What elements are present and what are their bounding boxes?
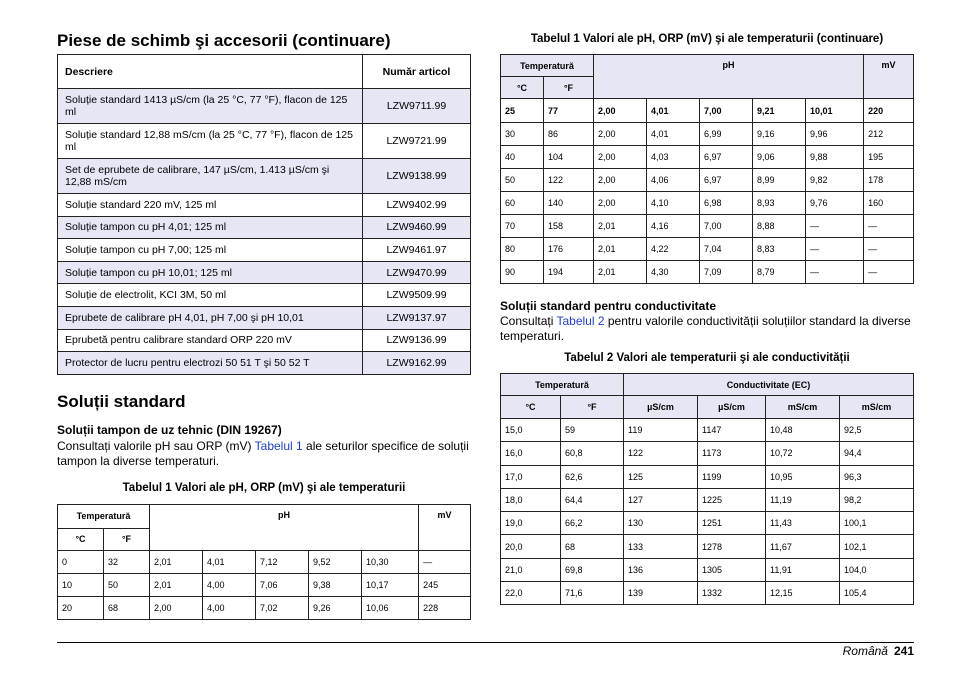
t1b-cell: 4,10 bbox=[647, 192, 700, 215]
parts-cell: Soluție de electrolit, KCI 3M, 50 ml bbox=[58, 284, 363, 307]
buffer-heading: Soluții tampon de uz tehnic (DIN 19267) bbox=[57, 422, 282, 437]
t1b-header-mv: mV bbox=[864, 55, 914, 99]
parts-cell: LZW9461.97 bbox=[363, 239, 471, 262]
t1b-cell: 4,16 bbox=[647, 215, 700, 238]
t1b-row bbox=[501, 146, 914, 169]
t2-row bbox=[501, 512, 914, 535]
t2-row bbox=[501, 535, 914, 558]
t1b-cell: 2,00 bbox=[594, 99, 647, 123]
t2-row bbox=[501, 465, 914, 488]
t1b-cell: 104 bbox=[544, 146, 594, 169]
t1-header-mv: mV bbox=[419, 504, 471, 550]
t2-row bbox=[501, 558, 914, 581]
parts-cell: Soluție tampon cu pH 4,01; 125 ml bbox=[58, 216, 363, 239]
t1b-cell: — bbox=[806, 215, 864, 238]
t2-cell: 11,19 bbox=[766, 488, 840, 511]
t2-cell: 11,43 bbox=[766, 512, 840, 535]
t1b-cell: 158 bbox=[544, 215, 594, 238]
t1b-cell: 8,99 bbox=[753, 169, 806, 192]
left-column bbox=[57, 30, 471, 620]
cond-text-after: pentru valorile conductivității soluțiilor standard la diverse temperaturi. bbox=[500, 314, 911, 343]
t1-cell: 32 bbox=[104, 550, 150, 573]
t2-cell: 10,48 bbox=[766, 419, 840, 442]
t1-cell: 4,00 bbox=[203, 596, 256, 619]
t2-subheader-cell: mS/cm bbox=[766, 396, 840, 419]
t2-cell: 105,4 bbox=[840, 582, 914, 605]
parts-row bbox=[58, 261, 471, 284]
t1-cell: 10,17 bbox=[362, 573, 419, 596]
t2-cell: 104,0 bbox=[840, 558, 914, 581]
buffer-paragraph bbox=[57, 439, 471, 469]
t1b-cell: 6,98 bbox=[700, 192, 753, 215]
t2-cell: 17,0 bbox=[501, 465, 561, 488]
t2-subheader-cell: °F bbox=[561, 396, 624, 419]
t1-cell: 68 bbox=[104, 596, 150, 619]
footer-divider bbox=[57, 642, 914, 643]
t2-cell: 66,2 bbox=[561, 512, 624, 535]
t2-subheader-cell: °C bbox=[501, 396, 561, 419]
t2-cell: 20,0 bbox=[501, 535, 561, 558]
parts-title: Piese de schimb şi accesorii (continuare) bbox=[57, 31, 391, 50]
t2-cell: 69,8 bbox=[561, 558, 624, 581]
table2 bbox=[500, 373, 914, 605]
t1b-cell: 2,00 bbox=[594, 169, 647, 192]
t1b-cell: 2,00 bbox=[594, 123, 647, 146]
parts-cell: LZW9460.99 bbox=[363, 216, 471, 239]
t1b-cell: 9,82 bbox=[806, 169, 864, 192]
table1 bbox=[57, 504, 471, 620]
t2-cell: 68 bbox=[561, 535, 624, 558]
t2-cell: 60,8 bbox=[561, 442, 624, 465]
t1b-cell: — bbox=[806, 261, 864, 284]
t1b-cell: 195 bbox=[864, 146, 914, 169]
parts-row bbox=[58, 329, 471, 352]
t1b-cell: 7,00 bbox=[700, 99, 753, 123]
t1b-row bbox=[501, 123, 914, 146]
t2-cell: 94,4 bbox=[840, 442, 914, 465]
conductivity-heading: Soluții standard pentru conductivitate bbox=[500, 299, 717, 313]
t1-cell: 10 bbox=[58, 573, 104, 596]
t1b-row bbox=[501, 261, 914, 284]
t1-header-ph: pH bbox=[150, 504, 419, 550]
t1-header-temperature: Temperatură bbox=[58, 504, 150, 528]
t2-cell: 59 bbox=[561, 419, 624, 442]
t2-cell: 98,2 bbox=[840, 488, 914, 511]
conductivity-paragraph bbox=[500, 314, 914, 344]
buffer-text-after: ale seturilor specifice de soluții tampon la diverse temperaturi. bbox=[57, 438, 469, 468]
parts-cell: Soluție tampon cu pH 7,00; 125 ml bbox=[58, 239, 363, 262]
t1b-cell: 4,01 bbox=[647, 123, 700, 146]
t2-cell: 11,67 bbox=[766, 535, 840, 558]
table2-caption: Tabelul 2 Valori ale temperaturii şi ale conductivității bbox=[564, 352, 850, 364]
t1b-cell: 25 bbox=[501, 99, 544, 123]
parts-row bbox=[58, 89, 471, 124]
t1b-cell: 30 bbox=[501, 123, 544, 146]
t2-cell: 127 bbox=[624, 488, 698, 511]
t1b-cell: 77 bbox=[544, 99, 594, 123]
right-column bbox=[500, 30, 914, 605]
t1b-cell: 8,88 bbox=[753, 215, 806, 238]
table1-caption: Tabelul 1 Valori ale pH, ORP (mV) şi ale temperaturii bbox=[122, 481, 406, 494]
t1b-cell: 140 bbox=[544, 192, 594, 215]
t1-cell: 245 bbox=[419, 573, 471, 596]
t1b-cell: 8,93 bbox=[753, 192, 806, 215]
t1b-cell: 9,06 bbox=[753, 146, 806, 169]
parts-cell: Eprubetă pentru calibrare standard ORP 220 mV bbox=[58, 329, 363, 352]
t1b-cell: 160 bbox=[864, 192, 914, 215]
parts-cell: LZW9162.99 bbox=[363, 352, 471, 375]
t1b-cell: 6,99 bbox=[700, 123, 753, 146]
parts-cell: LZW9138.99 bbox=[363, 159, 471, 194]
t1-cell: 9,26 bbox=[309, 596, 362, 619]
t1b-cell: 178 bbox=[864, 169, 914, 192]
t1b-cell: 9,88 bbox=[806, 146, 864, 169]
t1b-cell: 9,16 bbox=[753, 123, 806, 146]
t1b-cell: 2,01 bbox=[594, 261, 647, 284]
t1b-cell: 2,00 bbox=[594, 192, 647, 215]
t1b-cell: 9,76 bbox=[806, 192, 864, 215]
t1-cell: 9,52 bbox=[309, 550, 362, 573]
t2-cell: 11,91 bbox=[766, 558, 840, 581]
parts-cell: LZW9509.99 bbox=[363, 284, 471, 307]
t2-cell: 119 bbox=[624, 419, 698, 442]
t1b-cell: 4,01 bbox=[647, 99, 700, 123]
parts-cell: Soluție standard 12,88 mS/cm (la 25 °C, 77 °F), flacon de 125 ml bbox=[58, 124, 363, 159]
parts-row bbox=[58, 352, 471, 375]
t1-cell: 20 bbox=[58, 596, 104, 619]
parts-row bbox=[58, 124, 471, 159]
t1-cell: — bbox=[419, 550, 471, 573]
t1b-cell: 4,22 bbox=[647, 238, 700, 261]
t2-cell: 18,0 bbox=[501, 488, 561, 511]
parts-row bbox=[58, 194, 471, 217]
t2-row bbox=[501, 442, 914, 465]
cond-text-before: Consultați bbox=[500, 314, 557, 328]
t2-cell: 16,0 bbox=[501, 442, 561, 465]
t1b-cell: 80 bbox=[501, 238, 544, 261]
t1b-row bbox=[501, 215, 914, 238]
parts-row bbox=[58, 306, 471, 329]
t1b-cell: 9,21 bbox=[753, 99, 806, 123]
page-number: 241 bbox=[893, 644, 914, 658]
parts-row bbox=[58, 284, 471, 307]
t1b-cell: 212 bbox=[864, 123, 914, 146]
t1b-cell: — bbox=[864, 215, 914, 238]
t2-cell: 125 bbox=[624, 465, 698, 488]
t2-cell: 64,4 bbox=[561, 488, 624, 511]
parts-cell: LZW9136.99 bbox=[363, 329, 471, 352]
t1b-cell: — bbox=[806, 238, 864, 261]
t1-cell: 10,06 bbox=[362, 596, 419, 619]
t1b-cell: 7,00 bbox=[700, 215, 753, 238]
parts-cell: Soluție standard 220 mV, 125 ml bbox=[58, 194, 363, 217]
table1-continued bbox=[500, 54, 914, 284]
t2-cell: 1199 bbox=[698, 465, 766, 488]
parts-cell: LZW9721.99 bbox=[363, 124, 471, 159]
t1b-cell: 220 bbox=[864, 99, 914, 123]
t1b-cell: 4,30 bbox=[647, 261, 700, 284]
t1-cell: 7,06 bbox=[256, 573, 309, 596]
parts-row bbox=[58, 239, 471, 262]
parts-row bbox=[58, 216, 471, 239]
t1b-row bbox=[501, 192, 914, 215]
parts-cell: Eprubete de calibrare pH 4,01, pH 7,00 şi pH 10,01 bbox=[58, 306, 363, 329]
t1b-cell: 4,06 bbox=[647, 169, 700, 192]
t2-cell: 92,5 bbox=[840, 419, 914, 442]
t1b-row bbox=[501, 169, 914, 192]
t2-cell: 133 bbox=[624, 535, 698, 558]
parts-table bbox=[57, 54, 471, 375]
t1b-cell: 50 bbox=[501, 169, 544, 192]
t2-cell: 136 bbox=[624, 558, 698, 581]
t1-cell: 7,02 bbox=[256, 596, 309, 619]
t1b-cell: 90 bbox=[501, 261, 544, 284]
t2-cell: 62,6 bbox=[561, 465, 624, 488]
t2-cell: 1251 bbox=[698, 512, 766, 535]
t1b-cell: 2,01 bbox=[594, 215, 647, 238]
t2-header-conductivity: Conductivitate (EC) bbox=[624, 374, 914, 396]
t2-cell: 19,0 bbox=[501, 512, 561, 535]
t1b-cell: 7,09 bbox=[700, 261, 753, 284]
t1b-cell: 4,03 bbox=[647, 146, 700, 169]
t2-cell: 71,6 bbox=[561, 582, 624, 605]
t2-cell: 1278 bbox=[698, 535, 766, 558]
t2-cell: 1173 bbox=[698, 442, 766, 465]
t2-cell: 15,0 bbox=[501, 419, 561, 442]
t2-cell: 96,3 bbox=[840, 465, 914, 488]
t1-cell: 10,30 bbox=[362, 550, 419, 573]
parts-cell: LZW9402.99 bbox=[363, 194, 471, 217]
t2-cell: 100,1 bbox=[840, 512, 914, 535]
t1b-header-temperature: Temperatură bbox=[501, 55, 594, 77]
t1b-header-celsius: °C bbox=[501, 77, 544, 99]
table2-link[interactable]: Tabelul 2 bbox=[556, 314, 605, 328]
t1b-cell: 6,97 bbox=[700, 146, 753, 169]
t1-cell: 228 bbox=[419, 596, 471, 619]
t2-cell: 139 bbox=[624, 582, 698, 605]
t1b-row bbox=[501, 238, 914, 261]
t2-cell: 10,95 bbox=[766, 465, 840, 488]
t1-header-celsius: °C bbox=[58, 528, 104, 550]
parts-row bbox=[58, 159, 471, 194]
t1b-cell: 70 bbox=[501, 215, 544, 238]
t1b-header-ph: pH bbox=[594, 55, 864, 99]
t1-header-fahrenheit: °F bbox=[104, 528, 150, 550]
t1b-cell: — bbox=[864, 261, 914, 284]
t1-cell: 9,38 bbox=[309, 573, 362, 596]
t2-row bbox=[501, 419, 914, 442]
t1b-header-fahrenheit: °F bbox=[544, 77, 594, 99]
t1b-cell: 2,00 bbox=[594, 146, 647, 169]
t2-cell: 22,0 bbox=[501, 582, 561, 605]
parts-cell: Soluție standard 1413 µS/cm (la 25 °C, 77 °F), flacon de 125 ml bbox=[58, 89, 363, 124]
table1-link[interactable]: Tabelul 1 bbox=[254, 438, 303, 453]
t2-cell: 122 bbox=[624, 442, 698, 465]
parts-table-body bbox=[58, 89, 471, 375]
page-footer bbox=[843, 644, 914, 658]
t1b-cell: 60 bbox=[501, 192, 544, 215]
t1b-cell: 86 bbox=[544, 123, 594, 146]
t1-cell: 7,12 bbox=[256, 550, 309, 573]
t1-row bbox=[58, 550, 471, 573]
t1b-cell: 6,97 bbox=[700, 169, 753, 192]
t1b-cell: 122 bbox=[544, 169, 594, 192]
t1b-cell: 176 bbox=[544, 238, 594, 261]
footer-language: Română bbox=[842, 644, 888, 658]
table1-continued-caption: Tabelul 1 Valori ale pH, ORP (mV) şi ale temperaturii (continuare) bbox=[530, 33, 884, 45]
parts-cell: LZW9470.99 bbox=[363, 261, 471, 284]
t2-subheader-row bbox=[501, 396, 914, 419]
t1-cell: 50 bbox=[104, 573, 150, 596]
t2-cell: 1332 bbox=[698, 582, 766, 605]
t2-cell: 10,72 bbox=[766, 442, 840, 465]
t1-cell: 2,00 bbox=[150, 596, 203, 619]
parts-header-article: Număr articol bbox=[363, 55, 471, 89]
t2-row bbox=[501, 582, 914, 605]
t2-cell: 1305 bbox=[698, 558, 766, 581]
t2-subheader-cell: µS/cm bbox=[624, 396, 698, 419]
buffer-text-before: Consultați valorile pH sau ORP (mV) bbox=[57, 438, 255, 453]
t1-row bbox=[58, 573, 471, 596]
t2-subheader-cell: µS/cm bbox=[698, 396, 766, 419]
t1-cell: 2,01 bbox=[150, 550, 203, 573]
t2-header-temperature: Temperatură bbox=[501, 374, 624, 396]
t1b-cell: 40 bbox=[501, 146, 544, 169]
t1-cell: 4,01 bbox=[203, 550, 256, 573]
parts-cell: Set de eprubete de calibrare, 147 µS/cm, 1.413 µS/cm şi 12,88 mS/cm bbox=[58, 159, 363, 194]
t2-cell: 12,15 bbox=[766, 582, 840, 605]
table1-body bbox=[58, 550, 471, 619]
t2-cell: 102,1 bbox=[840, 535, 914, 558]
table2-body bbox=[501, 419, 914, 605]
t2-cell: 130 bbox=[624, 512, 698, 535]
t2-subheader-cell: mS/cm bbox=[840, 396, 914, 419]
parts-cell: LZW9711.99 bbox=[363, 89, 471, 124]
t1-cell: 0 bbox=[58, 550, 104, 573]
t1b-cell: 194 bbox=[544, 261, 594, 284]
t1b-cell: 8,79 bbox=[753, 261, 806, 284]
t1b-cell: 7,04 bbox=[700, 238, 753, 261]
t1-cell: 4,00 bbox=[203, 573, 256, 596]
parts-cell: Protector de lucru pentru electrozi 50 51 T şi 50 52 T bbox=[58, 352, 363, 375]
t1-cell: 2,01 bbox=[150, 573, 203, 596]
t1b-cell: 9,96 bbox=[806, 123, 864, 146]
standard-solutions-title: Soluții standard bbox=[57, 391, 186, 411]
table1-continued-body bbox=[501, 99, 914, 284]
t1b-cell: 8,83 bbox=[753, 238, 806, 261]
t2-row bbox=[501, 488, 914, 511]
t2-cell: 21,0 bbox=[501, 558, 561, 581]
t2-cell: 1225 bbox=[698, 488, 766, 511]
t1b-row-highlight bbox=[501, 99, 914, 123]
parts-cell: LZW9137.97 bbox=[363, 306, 471, 329]
t1b-cell: — bbox=[864, 238, 914, 261]
parts-cell: Soluție tampon cu pH 10,01; 125 ml bbox=[58, 261, 363, 284]
t2-cell: 1147 bbox=[698, 419, 766, 442]
t1-row bbox=[58, 596, 471, 619]
t1b-cell: 10,01 bbox=[806, 99, 864, 123]
t1b-cell: 2,01 bbox=[594, 238, 647, 261]
parts-header-description: Descriere bbox=[58, 55, 363, 89]
